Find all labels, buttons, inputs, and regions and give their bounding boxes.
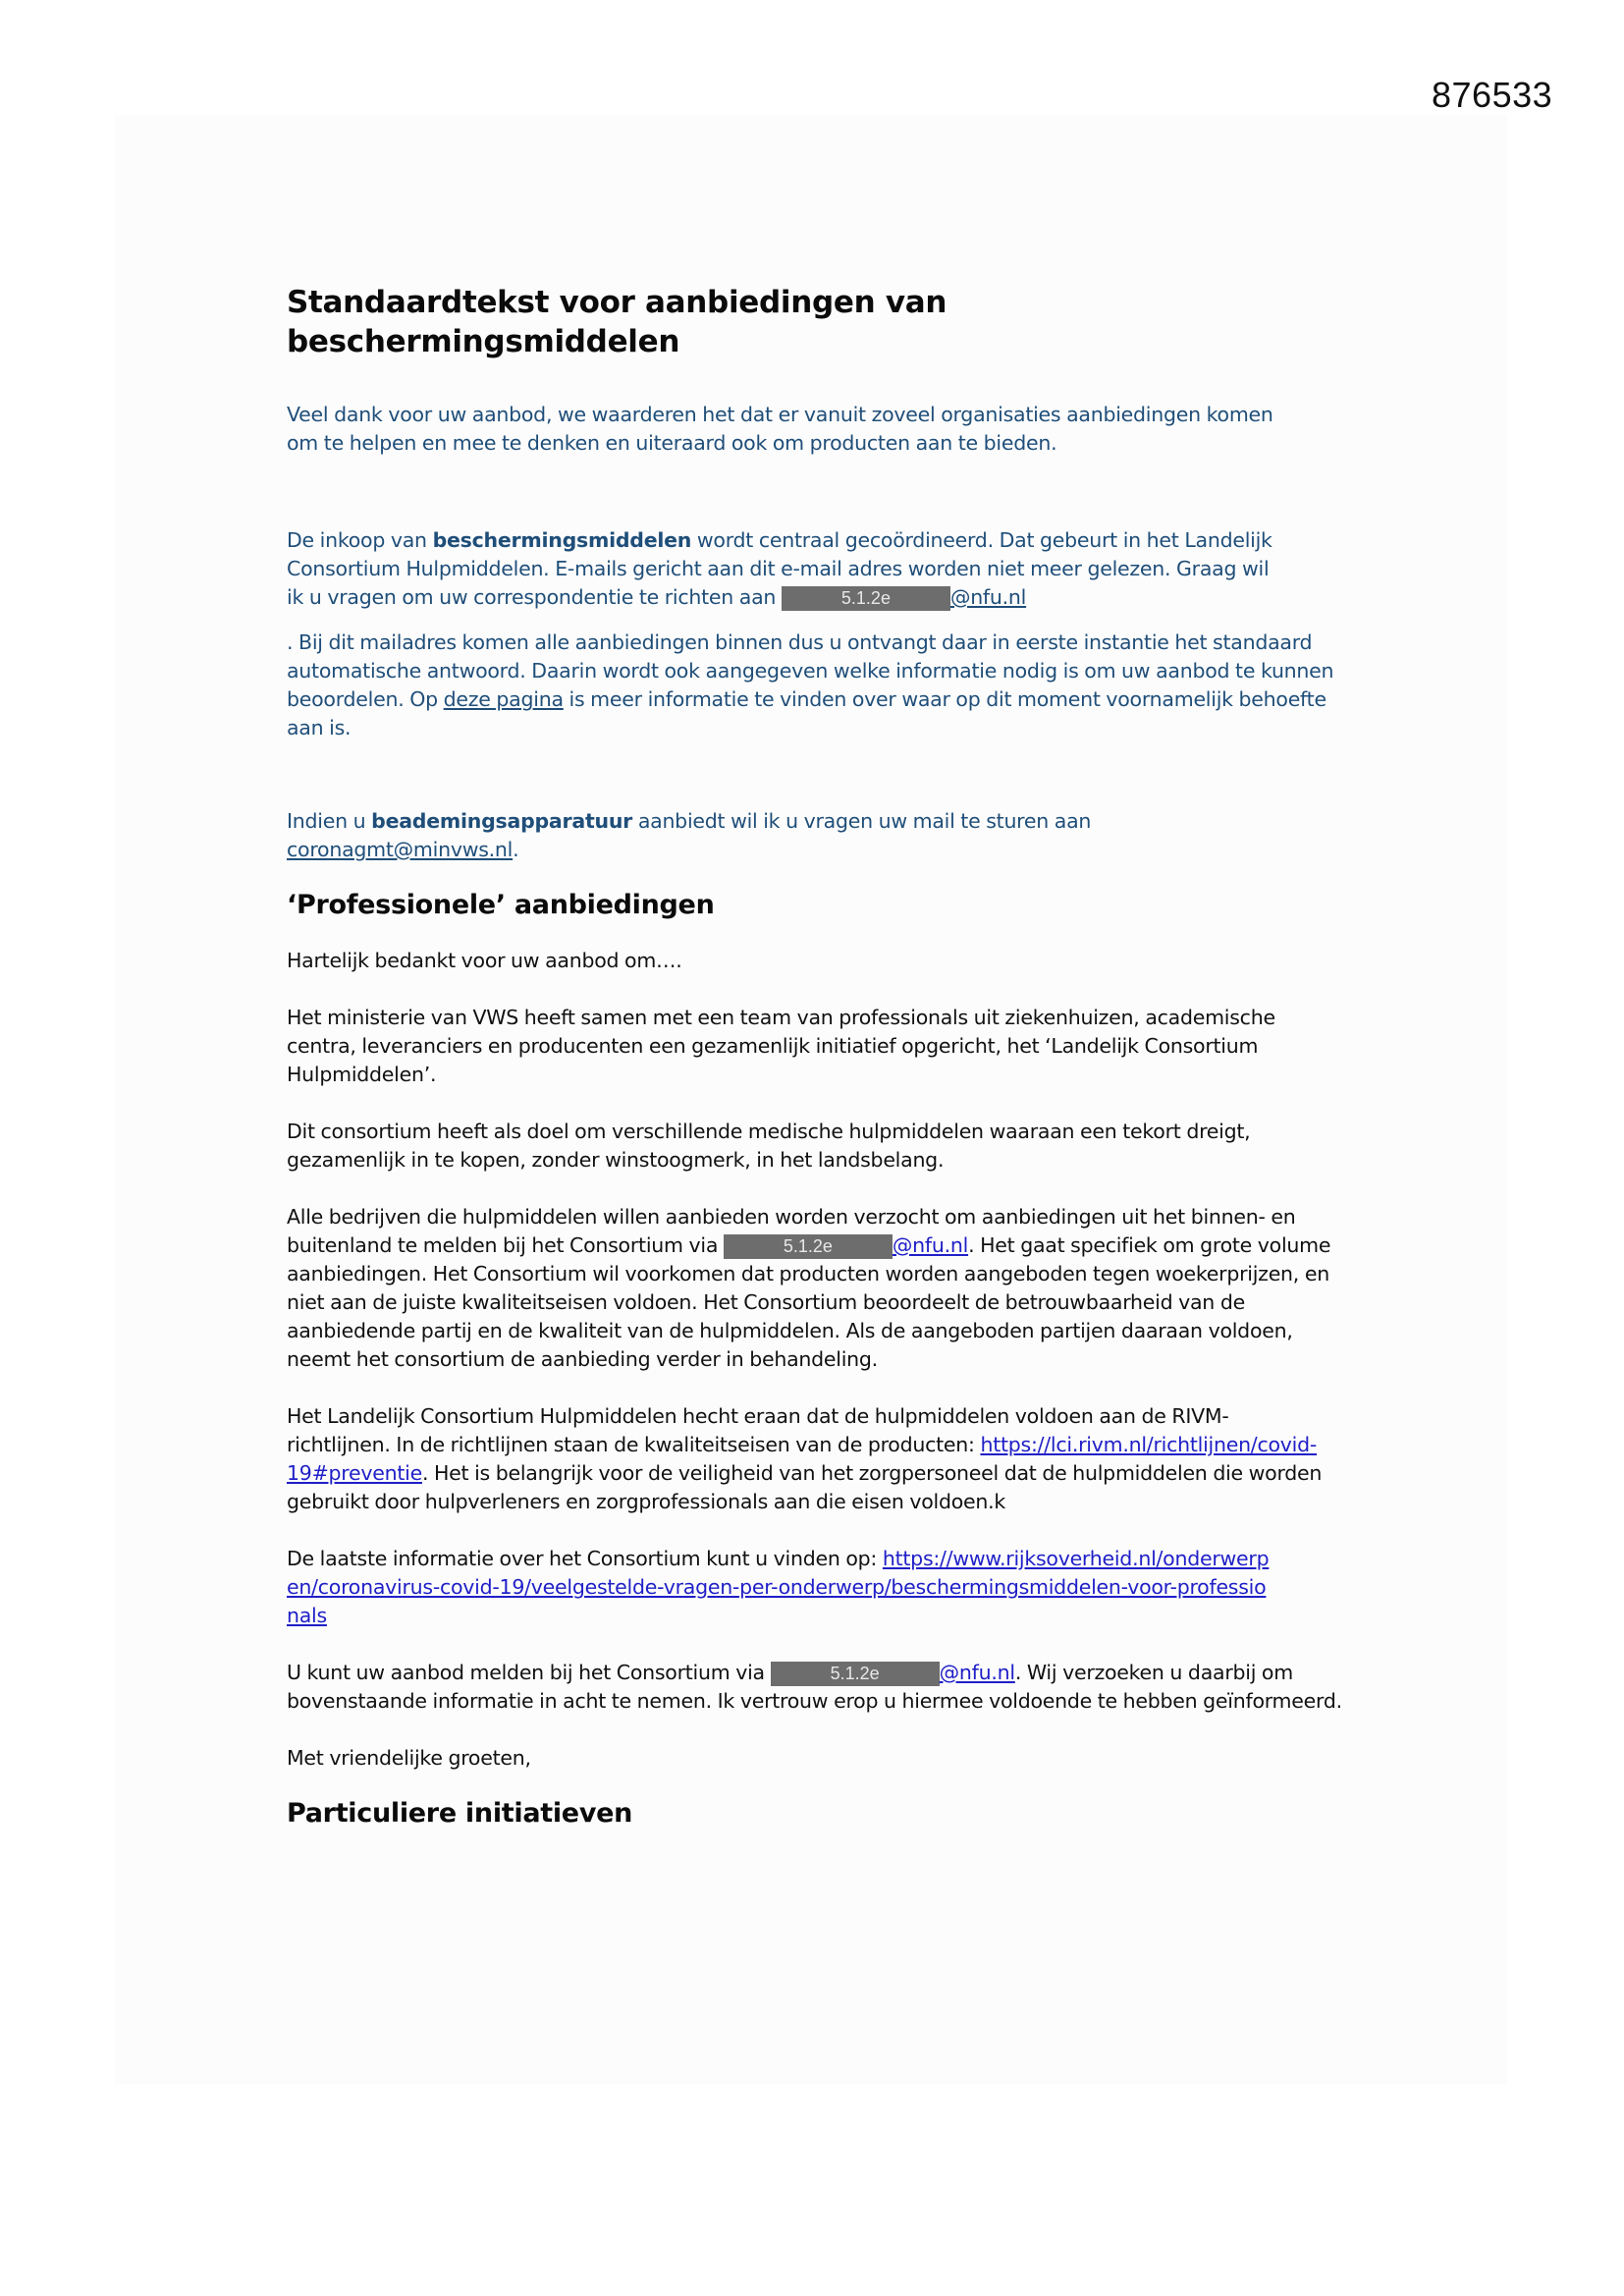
section-heading-private: Particuliere initiatieven [287, 1798, 633, 1829]
procurement-text-2: wordt centraal gecoördineerd. Dat gebeurt in het Landelijk Consortium Hulpmiddelen. E-mails gericht aan dit e-mail adres worden niet meer gelezen. Graag wil ik u vragen om uw correspondentie te richten aan [287, 528, 1272, 609]
procurement-text-1: De inkoop van [287, 528, 433, 552]
redaction-box: 5.1.2e [782, 586, 950, 611]
report-offer-text-2: . Wij verzoeken u daarbij om bovenstaande informatie in acht te nemen. Ik vertrouw erop u hiermee voldoende te hebben geïnformeerd. [287, 1661, 1342, 1713]
greeting-paragraph: Hartelijk bedankt voor uw aanbod om…. [287, 949, 682, 972]
redaction-box: 5.1.2e [771, 1662, 940, 1686]
mailbox-text-2: is meer informatie te vinden over waar op dit moment voornamelijk behoefte aan is. [287, 687, 1326, 739]
rivm-text-1: Het Landelijk Consortium Hulpmiddelen hecht eraan dat de hulpmiddelen voldoen aan de RIVM-richtlijnen. In de richtlijnen staan de kwaliteitseisen van de producten: [287, 1404, 1229, 1456]
mailbox-text-1: . Bij dit mailadres komen alle aanbiedingen binnen dus u ontvangt daar in eerste instantie het standaard automatische antwoord. Daarin wordt ook aangegeven welke informatie nodig is om uw aanbod te kunnen beoordelen. Op [287, 630, 1334, 711]
report-offer-text-1: U kunt uw aanbod melden bij het Consortium via [287, 1661, 771, 1684]
nfu-email-link[interactable]: @nfu.nl [949, 585, 1027, 609]
ministry-paragraph: Het ministerie van VWS heeft samen met een team van professionals uit ziekenhuizen, academische centra, leveranciers en producenten een gezamenlijk initiatief opgericht, het ‘Landelijk Consortium Hulpmiddelen’. [287, 1006, 1275, 1086]
intro-mailbox-paragraph [287, 629, 1347, 742]
document-content [287, 283, 1357, 1831]
latest-info-text: De laatste informatie over het Consortium kunt u vinden op: [287, 1547, 883, 1570]
rivm-text-2: . Het is belangrijk voor de veiligheid van het zorgpersoneel dat de hulpmiddelen die worden gebruikt door hulpverleners en zorgprofessionals aan die eisen voldoen.k [287, 1461, 1323, 1513]
ventilation-text-2: aanbiedt wil ik u vragen uw mail te sturen aan [632, 809, 1092, 833]
procurement-bold-term: beschermingsmiddelen [432, 528, 692, 552]
rijksoverheid-link[interactable]: https://www.rijksoverheid.nl/onderwerpen/coronavirus-covid-19/veelgestelde-vragen-per-onderwerp/beschermingsmiddelen-voor-professionals [287, 1547, 1270, 1627]
intro-thanks-paragraph: Veel dank voor uw aanbod, we waarderen het dat er vanuit zoveel organisaties aanbiedingen komen om te helpen en mee te denken en uiteraard ook om producten aan te bieden. [287, 403, 1273, 455]
deze-pagina-link[interactable]: deze pagina [443, 687, 564, 711]
companies-text-1: Alle bedrijven die hulpmiddelen willen aanbieden worden verzocht om aanbiedingen uit het binnen- en buitenland te melden bij het Consortium via [287, 1205, 1296, 1257]
nfu-email-link[interactable]: @nfu.nl [892, 1233, 969, 1257]
redaction-box: 5.1.2e [724, 1234, 893, 1259]
rivm-paragraph [287, 1402, 1327, 1516]
closing-line: Met vriendelijke groeten, [287, 1746, 531, 1770]
document-number: 876533 [1432, 75, 1553, 115]
page-title: Standaardtekst voor aanbiedingen van beschermingsmiddelen [287, 285, 947, 359]
companies-paragraph [287, 1203, 1357, 1374]
section-heading-professional: ‘Professionele’ aanbiedingen [287, 890, 715, 920]
ventilation-text-3: . [513, 838, 519, 861]
ventilation-text-1: Indien u [287, 809, 372, 833]
coronagmt-email-link[interactable]: coronagmt@minvws.nl [287, 838, 514, 861]
rivm-guidelines-link[interactable]: https://lci.rivm.nl/richtlijnen/covid-19#preventie [287, 1433, 1318, 1485]
companies-text-2: . Het gaat specifiek om grote volume aanbiedingen. Het Consortium wil voorkomen dat producten worden aangeboden tegen woekerprijzen, en niet aan de juiste kwaliteitseisen voldoen. Het Consortium beoordeelt de betrouwbaarheid van de aanbiedende partij en de kwaliteit van de hulpmiddelen. Als de aangeboden partijen daaraan voldoen, neemt het consortium de aanbieding verder in behandeling. [287, 1233, 1331, 1371]
nfu-email-link[interactable]: @nfu.nl [939, 1661, 1015, 1684]
ventilation-bold-term: beademingsapparatuur [371, 809, 633, 833]
consortium-goal-paragraph: Dit consortium heeft als doel om verschillende medische hulpmiddelen waaraan een tekort dreigt, gezamenlijk in te kopen, zonder winstoogmerk, in het landsbelang. [287, 1120, 1251, 1172]
intro-procurement-paragraph [287, 526, 1288, 612]
report-offer-paragraph [287, 1659, 1357, 1716]
latest-info-paragraph [287, 1545, 1278, 1630]
intro-ventilation-paragraph [287, 807, 1269, 864]
